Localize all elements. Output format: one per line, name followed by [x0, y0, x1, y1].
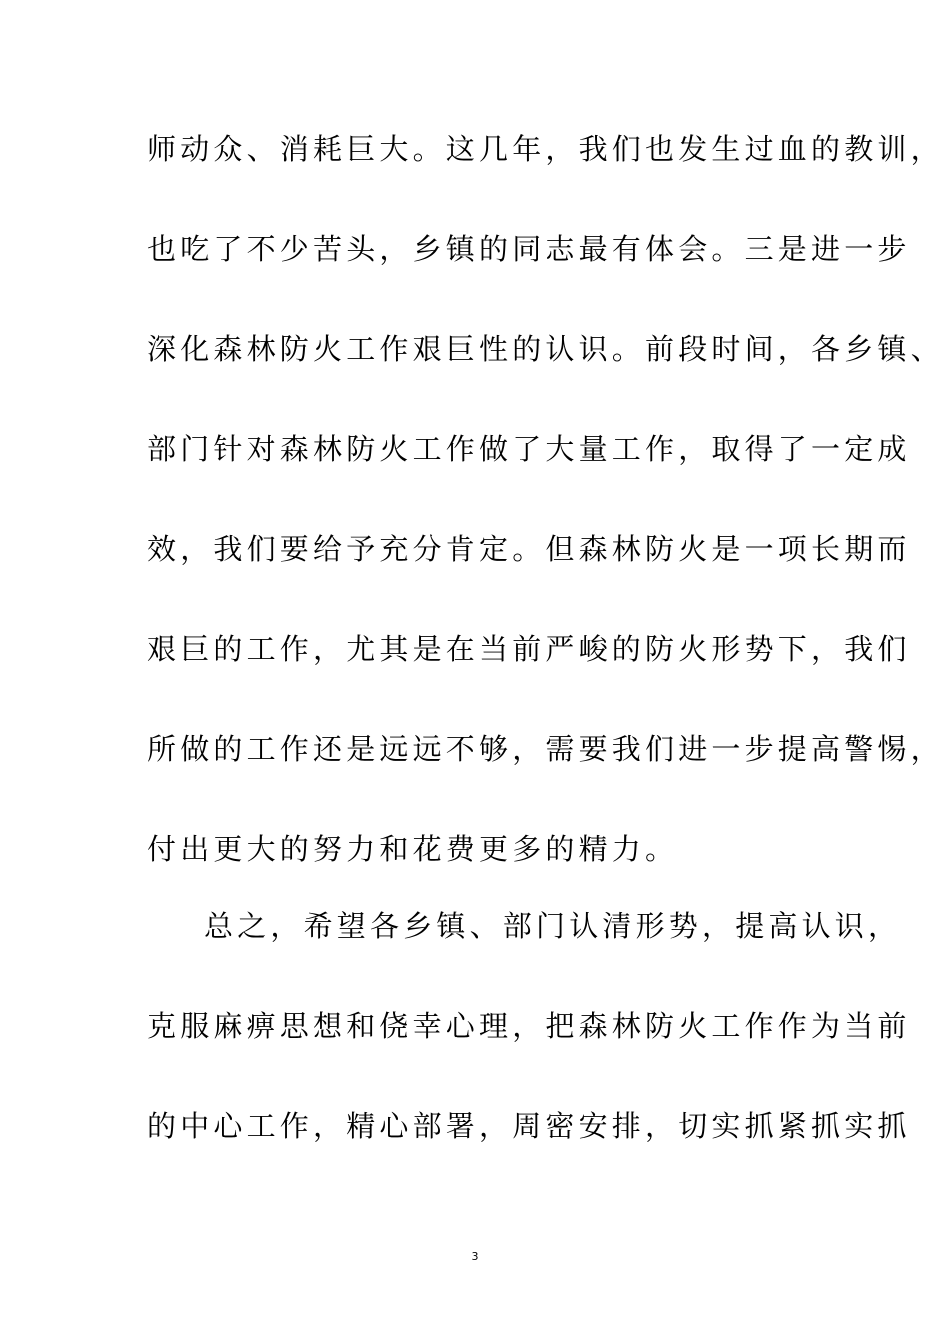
- text-line: 也吃了不少苦头，乡镇的同志最有体会。三是进一步: [147, 232, 911, 266]
- text-line: 艰巨的工作，尤其是在当前严峻的防火形势下，我们: [147, 632, 911, 666]
- text-line: 效，我们要给予充分肯定。但森林防火是一项长期而: [147, 532, 911, 566]
- text-line: 师动众、消耗巨大。这几年，我们也发生过血的教训，: [147, 132, 944, 166]
- paragraph-first-line: 总之，希望各乡镇、部门认清形势，提高认识，: [204, 909, 902, 943]
- text-line: 付出更大的努力和花费更多的精力。: [147, 832, 679, 866]
- text-line: 的中心工作，精心部署，周密安排，切实抓紧抓实抓: [147, 1109, 911, 1143]
- text-line: 所做的工作还是远远不够，需要我们进一步提高警惕，: [147, 732, 944, 766]
- text-line: 部门针对森林防火工作做了大量工作，取得了一定成: [147, 432, 911, 466]
- page-number: 3: [471, 1250, 479, 1263]
- text-line: 克服麻痹思想和侥幸心理，把森林防火工作作为当前: [147, 1009, 911, 1043]
- text-line: 深化森林防火工作艰巨性的认识。前段时间，各乡镇、: [147, 332, 944, 366]
